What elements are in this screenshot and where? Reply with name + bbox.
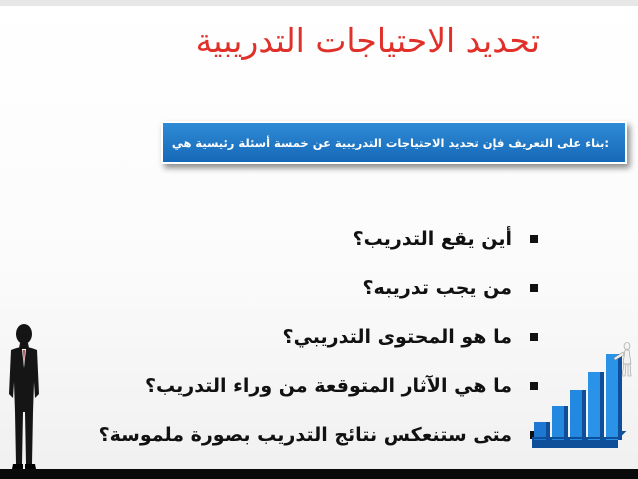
bullet-text: متى ستنعكس نتائج التدريب بصورة ملموسة؟ (98, 423, 512, 446)
bullet-list (72, 214, 512, 459)
intro-banner-text: :بناء على التعريف فإن تحديد الاحتياجات التدريبية عن خمسة أسئلة رئيسية هي (171, 135, 609, 150)
square-bullet-icon (530, 284, 538, 292)
bullet-text: من يجب تدريبه؟ (362, 276, 512, 299)
slide-title: تحديد الاحتياجات التدريبية (195, 21, 540, 60)
intro-banner (161, 121, 627, 164)
bullet-item (72, 263, 512, 312)
top-bar (0, 0, 638, 6)
bullet-item (72, 410, 512, 459)
bullet-item (72, 312, 512, 361)
bullet-item (72, 214, 512, 263)
bottom-bar (0, 469, 638, 479)
bullet-text: ما هي الآثار المتوقعة من وراء التدريب؟ (144, 374, 512, 397)
square-bullet-icon (530, 333, 538, 341)
bullet-text: ما هو المحتوى التدريبي؟ (282, 325, 512, 348)
bar-growth-graphic (528, 342, 634, 460)
businessman-silhouette (4, 322, 44, 472)
square-bullet-icon (530, 235, 538, 243)
bullet-text: أين يقع التدريب؟ (352, 227, 512, 250)
bullet-item (72, 361, 512, 410)
